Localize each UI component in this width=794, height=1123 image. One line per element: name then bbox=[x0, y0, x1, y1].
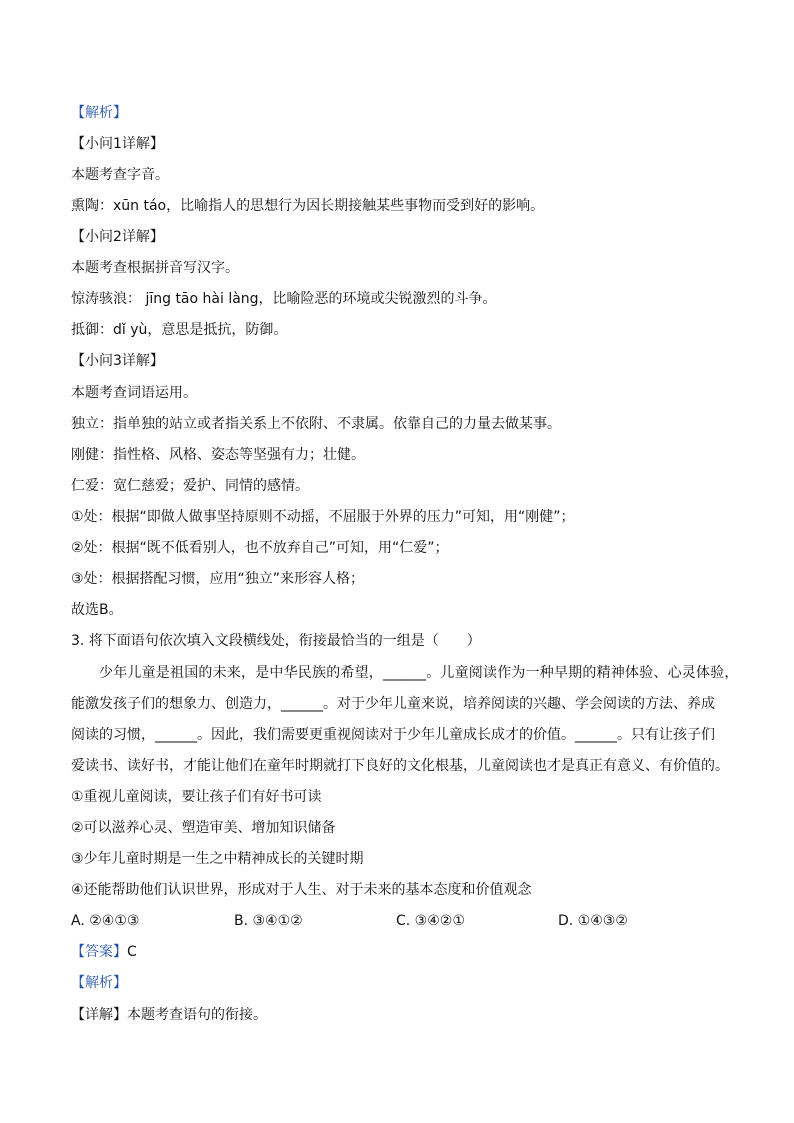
q3-line2: 刚健：指性格、风格、姿态等坚强有力；壮健。 bbox=[71, 447, 365, 463]
q3-line5: ②处：根据“既不低看别人，也不放弃自己”可知，用“仁爱”； bbox=[71, 540, 449, 556]
q3-line1: 独立：指单独的站立或者指关系上不依附、不隶属。依靠自己的力量去做某事。 bbox=[71, 416, 561, 432]
q1-header: 【小问1详解】 bbox=[71, 136, 164, 152]
option-c: C. ③④②① bbox=[396, 913, 465, 929]
q2-line2: 抵御：dǐ yù，意思是抵抗，防御。 bbox=[71, 322, 288, 338]
q3-line6: ③处：根据搭配习惯，应用“独立”来形容人格； bbox=[71, 571, 365, 587]
q3-conclusion: 故选B。 bbox=[71, 602, 123, 618]
option-a: A. ②④①③ bbox=[71, 913, 140, 929]
jiexi-label-2: 【解析】 bbox=[71, 975, 127, 991]
answer-label: 【答案】 bbox=[71, 944, 127, 960]
q3-line4: ①处：根据“即做人做事坚持原则不动摇，不屈服于外界的压力”可知，用“刚健”； bbox=[71, 509, 575, 525]
question-stem: 3. 将下面语句依次填入文段横线处，衔接最恰当的一组是（ ） bbox=[71, 633, 481, 649]
detail-text: 本题考查语句的衔接。 bbox=[127, 1007, 267, 1023]
q3-header: 【小问3详解】 bbox=[71, 353, 164, 369]
option-d: D. ①④③② bbox=[558, 913, 628, 929]
q2-intro: 本题考查根据拼音写汉字。 bbox=[71, 260, 239, 276]
q3-line3: 仁爱：宽仁慈爱；爱护、同情的感情。 bbox=[71, 478, 309, 494]
detail-row bbox=[71, 1005, 731, 1025]
passage-line3: 阅读的习惯，______。因此，我们需要更重视阅读对于少年儿童成长成才的价值。______。只有让孩子们 bbox=[71, 727, 715, 743]
answer-row bbox=[71, 942, 731, 962]
option-b: B. ③④①② bbox=[234, 913, 303, 929]
q3-intro: 本题考查词语运用。 bbox=[71, 385, 197, 401]
q2-header: 【小问2详解】 bbox=[71, 229, 164, 245]
passage-line2: 能激发孩子们的想象力、创造力，______。对于少年儿童来说，培养阅读的兴趣、学会阅读的方法、养成 bbox=[71, 696, 715, 712]
q1-intro: 本题考查字音。 bbox=[71, 167, 169, 183]
q1-line1: 熏陶：xūn táo，比喻指人的思想行为因长期接触某些事物而受到好的影响。 bbox=[71, 198, 545, 214]
detail-label: 【详解】 bbox=[71, 1007, 127, 1023]
passage-line1: 少年儿童是祖国的未来，是中华民族的希望，______。儿童阅读作为一种早期的精神体验、心灵体验， bbox=[99, 665, 739, 681]
choice-item-2: ②可以滋养心灵、塑造审美、增加知识储备 bbox=[71, 820, 336, 836]
choice-item-4: ④还能帮助他们认识世界，形成对于人生、对于未来的基本态度和价值观念 bbox=[71, 882, 532, 898]
answer-value: C bbox=[127, 944, 137, 960]
choice-item-1: ①重视儿童阅读，要让孩子们有好书可读 bbox=[71, 789, 322, 805]
jiexi-label: 【解析】 bbox=[71, 105, 127, 121]
choice-item-3: ③少年儿童时期是一生之中精神成长的关键时期 bbox=[71, 851, 364, 867]
passage-line4: 爱读书、读好书，才能让他们在童年时期就打下良好的文化根基，儿童阅读也才是真正有意义、有价值的。 bbox=[71, 758, 729, 774]
q2-line1: 惊涛骇浪： jīng tāo hài làng，比喻险恶的环境或尖锐激烈的斗争。 bbox=[71, 291, 497, 307]
